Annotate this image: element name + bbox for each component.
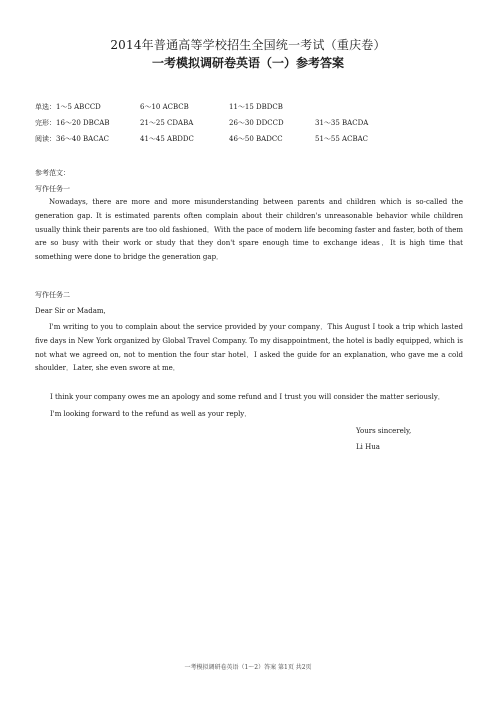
letter-signature: Li Hua [356,443,380,451]
page-title: 2014年普通高等学校招生全国统一考试（重庆卷） [110,38,386,52]
answer-cell: 31～35 BACDA [315,119,369,127]
task1-essay: Nowadays, there are more and more misunderstanding between parents and children which is so-called the generation gap. It is estimated parents often complain about their children's unreasonable behavior while children usually think their parents are too old fashioned．With the pace of modern life becoming faster and faster, both of them are so busy with their work or study that they don't spare enough time to exchange ideas．It is high time that something were done to bridge the generation gap． [35,198,463,262]
answer-cell: 51～55 ACBAC [315,135,369,143]
sample-essay-label: 参考范文： [35,169,70,177]
answer-cell: 41～45 ABDDC [140,135,194,143]
letter-paragraph-2: I think your company owes me an apology and some refund and I trust you will consider the matter seriously． [50,393,445,401]
answer-cell: 11～15 DBDCB [229,103,283,111]
letter-paragraph-3: I'm looking forward to the refund as well as your reply． [50,410,252,418]
task2-label: 写作任务二 [35,291,70,299]
answer-cell: 26～30 DDCCD [229,119,284,127]
answer-cell: 21～25 CDABA [140,119,194,127]
answer-cell: 6～10 ACBCB [140,103,189,111]
answer-cell: 完形：16～20 DBCAB [35,119,110,127]
answer-cell: 单选：1～5 ABCCD [35,103,101,111]
letter-paragraph-1: I'm writing to you to complain about the service provided by your company．This August I took a trip which lasted five days in New York organized by Global Travel Company. To my disappointment, the hotel is badly equipped, which is not what we agreed on, not to mention the four star hotel．I asked the guide for an explanation, who gave me a cold shoulder．Later, she even swore at me． [35,323,463,373]
page-footer: 一考模拟调研卷英语（1～2）答案 第1页 共2页 [184,664,312,671]
task1-label: 写作任务一 [35,185,70,193]
page-subtitle: 一考模拟调研卷英语（一）参考答案 [151,56,344,70]
letter-greeting: Dear Sir or Madam, [35,307,106,315]
answer-cell: 46～50 BADCC [229,135,283,143]
letter-closing: Yours sincerely, [356,427,412,435]
answer-cell: 阅读：36～40 BACAC [35,135,110,143]
